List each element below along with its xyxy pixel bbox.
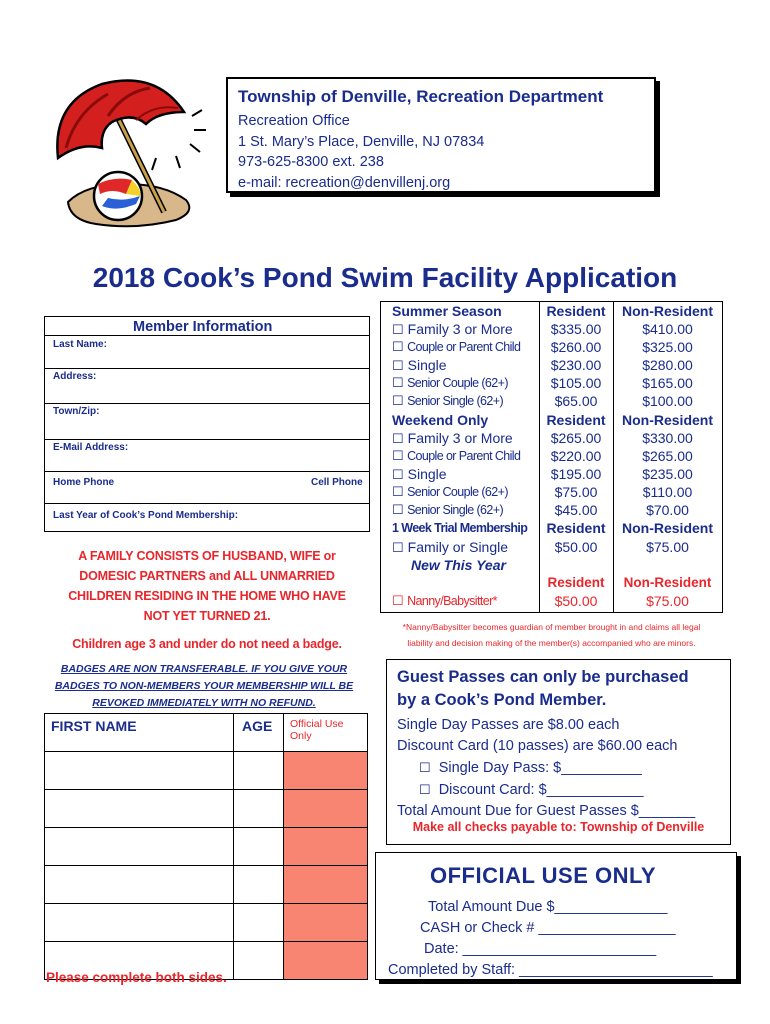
- checkbox-icon[interactable]: ☐: [419, 760, 431, 775]
- official-use-cell: [284, 828, 368, 866]
- checkbox-icon[interactable]: ☐: [392, 358, 404, 373]
- first-name-cell[interactable]: [45, 866, 234, 904]
- age-cell[interactable]: [234, 790, 284, 828]
- office-line: Recreation Office: [238, 113, 350, 129]
- address-label: Address:: [53, 371, 97, 382]
- email-line: e-mail: recreation@denvillenj.org: [238, 174, 451, 191]
- date-field[interactable]: Date: ________________________: [424, 941, 657, 957]
- first-name-cell[interactable]: [45, 904, 234, 942]
- age-cell[interactable]: [234, 866, 284, 904]
- membership-price-table: Summer Season Resident Non-Resident ☐ Family 3 or More $335.00 $410.00 ☐ Couple or Parent Child $260.00 $325.00 ☐ Single $230.00 $280.00 ☐ Senior Couple (62+) $105.00 $165.00 ☐ Senior Single (62+) $65.00 $100.00 Weekend Only Resident Non-Resident ☐ Family 3 or More $265.00 $330.00 ☐ Couple or Parent Child $220.00 $265.00 ☐ Single $195.00 $235.00 ☐ Senior Couple (62+) $75.00 $110.00 ☐ Senior Single (62+) $45.00 $70.00 1 Week Trial Membership Resident Non-Resident ☐ Family or Single $50.00 $75.00 New This Year Resident Non-Resident ☐ Nanny/Babysitter* $50.00 $75.00: [380, 301, 723, 613]
- discount-card-field[interactable]: Discount Card: $____________: [438, 782, 644, 798]
- age-cell[interactable]: [234, 828, 284, 866]
- badge-transfer-warning: BADGES ARE NON TRANSFERABLE. IF YOU GIVE YOUR BADGES TO NON-MEMBERS YOUR MEMBERSHIP WILL BE REVOKED IMMEDIATELY WITH NO REFUND.: [54, 663, 354, 709]
- table-row: [45, 790, 368, 828]
- checkbox-icon[interactable]: ☐: [392, 502, 404, 517]
- official-use-heading: OFFICIAL USE ONLY: [430, 863, 657, 888]
- first-name-header: FIRST NAME: [51, 718, 137, 734]
- official-use-cell: [284, 866, 368, 904]
- checkbox-icon[interactable]: ☐: [392, 540, 404, 555]
- official-use-cell: [284, 942, 368, 980]
- umbrella-icon: [57, 81, 184, 159]
- checkbox-icon[interactable]: ☐: [392, 484, 404, 499]
- address-line: 1 St. Mary’s Place, Denville, NJ 07834: [238, 133, 485, 150]
- checkbox-icon[interactable]: ☐: [392, 467, 404, 482]
- guest-passes-heading: Guest Passes can only be purchased by a Cook’s Pond Member.: [397, 668, 689, 709]
- checkbox-icon[interactable]: ☐: [419, 782, 431, 797]
- guest-total-field[interactable]: Total Amount Due for Guest Passes $_______: [397, 803, 696, 819]
- age-header: AGE: [242, 718, 273, 734]
- first-name-cell[interactable]: [45, 752, 234, 790]
- beach-ball-icon: [94, 172, 142, 220]
- first-name-cell[interactable]: [45, 828, 234, 866]
- checkbox-icon[interactable]: ☐: [392, 393, 404, 408]
- beach-umbrella-illustration: [46, 72, 226, 232]
- single-day-pass-field[interactable]: Single Day Pass: $__________: [438, 760, 642, 776]
- checkbox-icon[interactable]: ☐: [392, 339, 404, 354]
- table-row: [45, 866, 368, 904]
- town-zip-label: Town/Zip:: [53, 406, 100, 417]
- table-row: [45, 752, 368, 790]
- age-cell[interactable]: [234, 752, 284, 790]
- last-year-membership-label: Last Year of Cook’s Pond Membership:: [53, 510, 239, 521]
- nanny-footnote: *Nanny/Babysitter becomes guardian of member brought in and claims all legal liability and decision making of the member(s) accompanied who are minors.: [402, 622, 701, 648]
- complete-both-sides-note: Please complete both sides.: [46, 970, 227, 985]
- member-information-heading: Member Information: [133, 319, 273, 335]
- first-name-cell[interactable]: [45, 790, 234, 828]
- completed-by-staff-field[interactable]: Completed by Staff: ________________________: [388, 962, 713, 978]
- age-cell[interactable]: [234, 942, 284, 980]
- official-use-cell: [284, 752, 368, 790]
- department-title: Township of Denville, Recreation Department: [238, 87, 604, 106]
- checkbox-icon[interactable]: ☐: [392, 448, 404, 463]
- checkbox-icon[interactable]: ☐: [392, 322, 404, 337]
- page-title: 2018 Cook’s Pond Swim Facility Application: [92, 262, 678, 293]
- member-names-table: [44, 713, 368, 980]
- discount-card-price: Discount Card (10 passes) are $60.00 each: [397, 738, 678, 754]
- family-definition: A FAMILY CONSISTS OF HUSBAND, WIFE or DOMESIC PARTNERS and ALL UNMARRIED CHILDREN RESIDING IN THE HOME WHO HAVE NOT YET TURNED 21.: [68, 549, 346, 623]
- home-phone-label: Home Phone: [53, 477, 115, 488]
- children-badge-note: Children age 3 and under do not need a badge.: [72, 637, 342, 651]
- guest-passes-box: [386, 659, 731, 845]
- total-amount-due-field[interactable]: Total Amount Due $______________: [428, 899, 668, 915]
- checkbox-icon[interactable]: ☐: [392, 375, 404, 390]
- cash-check-field[interactable]: CASH or Check # _________________: [420, 920, 676, 936]
- last-name-label: Last Name:: [53, 339, 107, 350]
- table-row: [45, 828, 368, 866]
- official-use-cell: [284, 904, 368, 942]
- department-header-box: [226, 77, 656, 193]
- official-use-box: [375, 852, 737, 980]
- official-use-cell: [284, 790, 368, 828]
- phone-line: 973-625-8300 ext. 238: [238, 154, 384, 170]
- email-address-label: E-Mail Address:: [53, 442, 129, 453]
- age-cell[interactable]: [234, 904, 284, 942]
- single-day-price: Single Day Passes are $8.00 each: [397, 717, 620, 733]
- checks-payable-note: Make all checks payable to: Township of Denville: [412, 820, 705, 834]
- official-use-header: Official Use Only: [290, 718, 344, 742]
- checkbox-icon[interactable]: ☐: [392, 593, 404, 608]
- table-row: [45, 904, 368, 942]
- member-information-box: [44, 316, 370, 532]
- checkbox-icon[interactable]: ☐: [392, 431, 404, 446]
- cell-phone-label: Cell Phone: [311, 477, 363, 488]
